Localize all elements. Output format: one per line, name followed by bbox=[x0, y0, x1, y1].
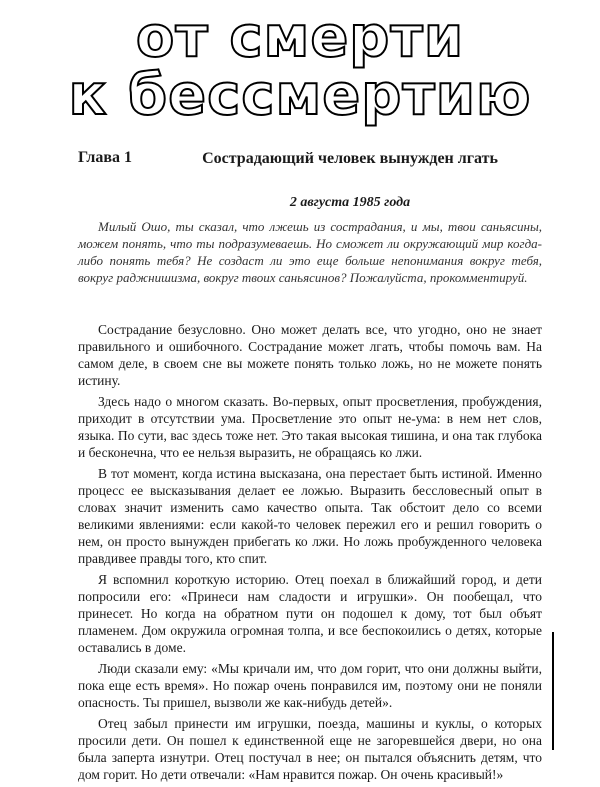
chapter-title: Сострадающий человек вынужден лгать bbox=[202, 150, 498, 167]
body-text bbox=[78, 321, 542, 787]
book-title-line-2: к бессмертию bbox=[68, 63, 532, 128]
chapter-number: Глава 1 bbox=[78, 149, 132, 166]
margin-rule bbox=[552, 632, 554, 750]
chapter-date: 2 августа 1985 года bbox=[289, 195, 411, 210]
paragraph: В тот момент, когда истина высказана, она перестает быть истиной. Именно процесс ее высказывания делает ее ложью. Выразить бессловесный опыт в словах значит изменить само качество опыта. Так обстоит дело со всеми великими явлениями: если какой-то человек пережил его и решил говорить о нем, он просто вынужден прибегать ко лжи. Но ложь пробужденного человека правдивее правды того, кто спит. bbox=[78, 466, 542, 566]
paragraph: Я вспомнил короткую историю. Отец поехал в ближайший город, и дети попросили его: «Принеси нам сладости и игрушки». Он пообещал, что принесет. Но когда на обратном пути он подошел к дому, тот был объят пламенем. Дом окружила огромная толпа, и все беспокоились о детях, которые оставались в доме. bbox=[78, 572, 542, 655]
paragraph: Здесь надо о многом сказать. Во-первых, опыт просветления, пробуждения, приходит в отсутствии ума. Просветление это опыт не-ума: в нем нет слов, языка. По сути, вас здесь тоже нет. Это такая высокая тишина, и она так глубока и бесконечна, что ее нельзя выразить, не обращаясь ко лжи. bbox=[78, 394, 542, 460]
paragraph: Отец забыл принести им игрушки, поезда, машины и куклы, о которых просили дети. Он пошел к единственной еще не загоревшейся двери, но она была заперта изнутри. Отец постучал в нее; он пытался объяснить детям, что дом горит. Но дети отвечали: «Нам нравится пожар. Он очень красивый!» bbox=[78, 716, 542, 782]
paragraph: Люди сказали ему: «Мы кричали им, что дом горит, что они должны выйти, пока еще есть время». Но пожар очень понравился им, поэтому они не поняли опасность. Ты пришел, вызволи же как-нибудь детей». bbox=[78, 661, 542, 710]
paragraph: Сострадание безусловно. Оно может делать все, что угодно, оно не знает правильного и ошибочного. Сострадание может лгать, чтобы помочь вам. На самом деле, в своем сне вы можете понять только ложь, но не можете понять истину. bbox=[78, 322, 542, 388]
question-text: Милый Ошо, ты сказал, что лжешь из сострадания, и мы, твои саньясины, можем понять, что ты подразумеваешь. Но сможет ли окружающий мир когда-либо понять тебя? Не создаст ли это еще больше непонимания вокруг тебя, вокруг раджнишизма, вокруг твоих саньясинов? Пожалуйста, прокомментируй. bbox=[78, 219, 542, 285]
book-title-line-1: от смерти bbox=[135, 5, 465, 70]
